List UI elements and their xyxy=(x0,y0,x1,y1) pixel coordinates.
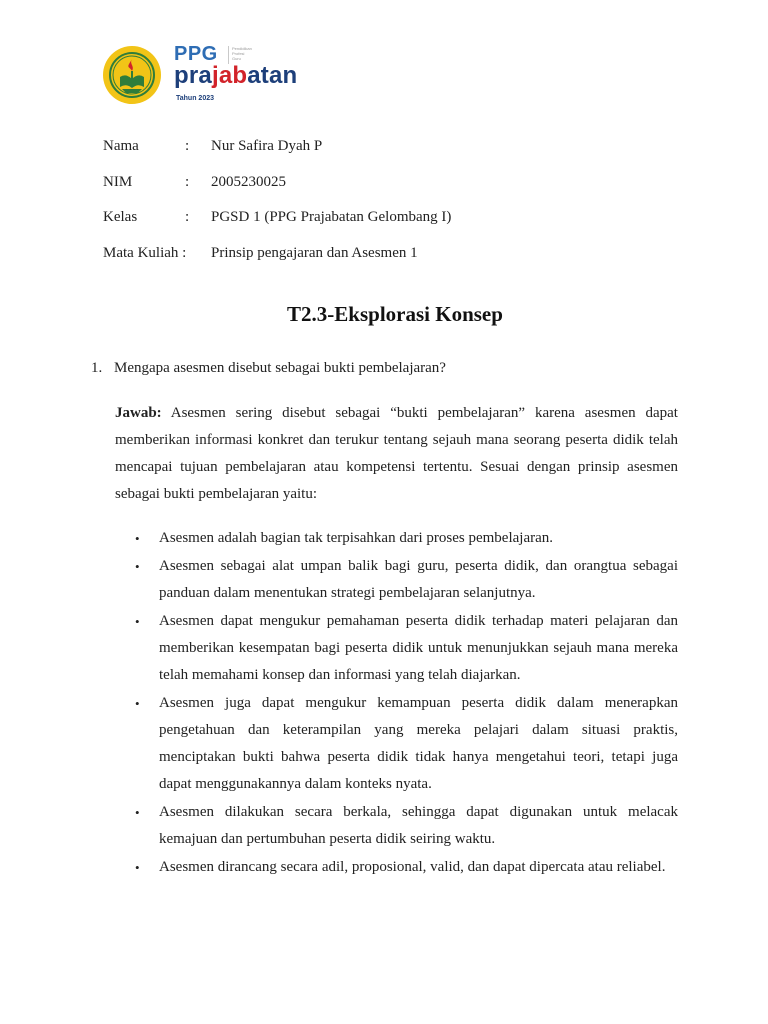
bullet-icon: • xyxy=(135,696,140,711)
list-item: • Asesmen juga dapat mengukur kemampuan peserta didik dalam menerapkan pengetahuan dan keterampilan yang mereka pelajari dalam situasi praktis, menciptakan bukti bahwa peserta didik tidak hanya mengetahui teori, tetapi juga dapat menggunakannya dalam konteks nyata. xyxy=(159,690,678,798)
list-item: • Asesmen dilakukan secara berkala, sehingga dapat digunakan untuk melacak kemajuan dan pertumbuhan peserta didik seiring waktu. xyxy=(159,799,678,853)
bullet-icon: • xyxy=(135,860,140,875)
bullet-icon: • xyxy=(135,614,140,629)
info-label: Nama xyxy=(103,138,139,154)
question-text: Mengapa asesmen disebut sebagai bukti pembelajaran? xyxy=(114,360,446,376)
answer-bullet-list xyxy=(135,525,678,882)
brand-ppg: PPG xyxy=(174,43,218,65)
info-colon: : xyxy=(185,209,190,225)
info-value: 2005230025 xyxy=(211,173,286,190)
page-title: T2.3-Eksplorasi Konsep xyxy=(287,302,503,326)
list-item: • Asesmen sebagai alat umpan balik bagi guru, peserta didik, dan orangtua sebagai panduan dalam menentukan strategi pembelajaran selanjutnya. xyxy=(159,553,678,607)
brand-year: Tahun 2023 xyxy=(176,95,214,102)
ppg-prajabatan-logo xyxy=(174,43,304,107)
answer-paragraph xyxy=(115,400,678,508)
header-logos xyxy=(102,40,304,110)
info-value: Nur Safira Dyah P xyxy=(211,138,323,154)
brand-tagline: Pendidikan Profesi Guru xyxy=(232,46,252,61)
bullet-icon: • xyxy=(135,559,140,574)
bullet-icon: • xyxy=(135,805,140,820)
question-number: 1. xyxy=(91,360,103,376)
info-label: Mata Kuliah : xyxy=(103,244,187,261)
list-item: • Asesmen adalah bagian tak terpisahkan dari proses pembelajaran. xyxy=(159,525,678,552)
list-item: • Asesmen dapat mengukur pemahaman peserta didik terhadap materi pelajaran dan memberikan kesempatan bagi peserta didik untuk menunjukkan sejauh mana mereka telah memahami konsep dan informasi yang telah diajarkan. xyxy=(159,608,678,689)
info-colon: : xyxy=(185,138,190,154)
info-value: Prinsip pengajaran dan Asesmen 1 xyxy=(211,244,418,261)
question xyxy=(91,357,446,379)
info-value: PGSD 1 (PPG Prajabatan Gelombang I) xyxy=(211,209,452,225)
answer-text: Asesmen sering disebut sebagai “bukti pembelajaran” karena asesmen dapat memberikan informasi konkret dan terukur tentang sejauh mana seorang peserta didik telah mencapai tujuan pembelajaran atau kompetensi tertentu. Sesuai dengan prinsip asesmen sebagai bukti pembelajaran yaitu: xyxy=(115,405,678,502)
brand-prajabatan: prajabatan xyxy=(174,62,298,89)
bullet-icon: • xyxy=(135,531,140,546)
info-colon: : xyxy=(185,173,190,190)
list-item: • Asesmen dirancang secara adil, proposional, valid, dan dapat dipercata atau reliabel. xyxy=(159,854,678,881)
info-label: NIM xyxy=(103,173,133,190)
info-label: Kelas xyxy=(103,209,138,225)
answer-label: Jawab: xyxy=(115,405,162,421)
university-seal-logo xyxy=(102,45,162,105)
